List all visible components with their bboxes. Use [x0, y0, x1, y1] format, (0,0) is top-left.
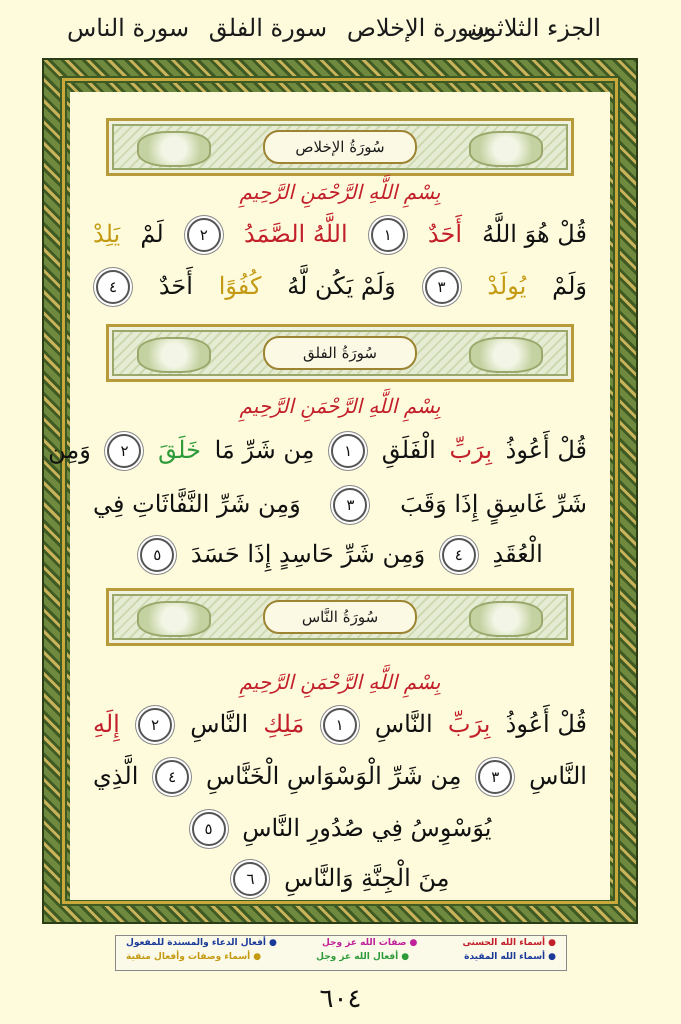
ayah-word: مِنَ الْجِنَّةِ وَالنَّاسِ [284, 863, 450, 892]
ayah-number-marker: ٢ [107, 434, 141, 468]
ayah-word: أَحَدٌ [427, 219, 463, 248]
ayah-word: بِرَبِّ [449, 435, 492, 464]
ayah-word: يُولَدْ [487, 271, 527, 300]
ayah-word: وَمِن شَرِّ النَّفَّاثَاتِ فِي [93, 489, 301, 518]
ayah-line [90, 862, 590, 896]
legend-item-divine-names [462, 938, 556, 948]
surah-banner-falaq [106, 324, 574, 382]
surah-title-falaq: سُورَةُ الفلق [263, 336, 417, 370]
banner-ornament-icon [137, 131, 211, 167]
legend-label: أسماء الله المقيدة [464, 952, 546, 962]
page-header [0, 0, 681, 58]
ayah-number-marker: ١ [323, 708, 357, 742]
ayah-number-marker: ٤ [96, 270, 130, 304]
legend-row [116, 950, 566, 964]
ayah-line [48, 434, 590, 468]
header-surah-ikhlas: سورة الإخلاص [346, 14, 490, 42]
ayah-number-marker: ٤ [442, 538, 476, 572]
basmala: بِسْمِ اللَّهِ الرَّحْمَنِ الرَّحِيمِ [239, 394, 441, 418]
ayah-word: شَرِّ غَاسِقٍ إِذَا وَقَبَ [400, 489, 587, 518]
legend-item-negated [126, 952, 261, 962]
legend-label: أسماء الله الحسنى [462, 938, 546, 948]
ayah-number-marker: ٥ [192, 812, 226, 846]
ayah-word: الْعُقَدِ [492, 539, 543, 568]
legend-item-restricted-names [464, 952, 556, 962]
ayah-line [90, 708, 590, 742]
legend-label: أفعال الدعاء والمسندة للمفعول [126, 938, 266, 948]
bullet-icon: ● [409, 938, 418, 948]
ayah-word: إِلَهِ [93, 709, 120, 738]
ayah-word: مَلِكِ [263, 709, 305, 738]
legend-item-passive-actions [126, 938, 277, 948]
ayah-word: بِرَبِّ [447, 709, 491, 738]
basmala: بِسْمِ اللَّهِ الرَّحْمَنِ الرَّحِيمِ [239, 670, 441, 694]
legend-label: صفات الله عز وجل [321, 938, 407, 948]
ayah-word: يُوَسْوِسُ فِي صُدُورِ النَّاسِ [242, 813, 492, 842]
legend-label: أفعال الله عز وجل [316, 952, 399, 962]
banner-ornament-icon [137, 337, 211, 373]
ayah-word: اللَّهُ الصَّمَدُ [243, 219, 348, 248]
surah-banner-ikhlas [106, 118, 574, 176]
ayah-line [90, 218, 590, 252]
ayah-number-marker: ١ [331, 434, 365, 468]
ayah-number-marker: ٥ [140, 538, 174, 572]
ayah-number-marker: ٢ [187, 218, 221, 252]
color-legend [115, 935, 567, 971]
ayah-number-marker: ٢ [138, 708, 172, 742]
ayah-line [90, 760, 590, 794]
ayah-number-marker: ٦ [233, 862, 267, 896]
ayah-number-marker: ١ [371, 218, 405, 252]
ayah-number-marker: ٣ [425, 270, 459, 304]
banner-ornament-icon [469, 601, 543, 637]
legend-label: أسماء وصفات وأفعال منفية [126, 952, 251, 962]
ayah-word: وَمِن [48, 435, 91, 464]
mushaf-page [48, 92, 610, 900]
ayah-word: قُلْ أَعُوذُ [505, 435, 587, 464]
legend-item-divine-attributes [322, 938, 417, 948]
ayah-word: خَلَقَ [158, 435, 201, 464]
ayah-word: يَلِدْ [93, 219, 121, 248]
ayah-word: قُلْ أَعُوذُ [505, 709, 587, 738]
ayah-line [90, 270, 590, 304]
ayah-word: النَّاسِ [374, 709, 433, 738]
ayah-word: النَّاسِ [190, 709, 249, 738]
banner-ornament-icon [137, 601, 211, 637]
surah-title-ikhlas: سُورَةُ الإخلاص [263, 130, 417, 164]
banner-ornament-icon [469, 337, 543, 373]
ayah-word: قُلْ هُوَ اللَّهُ [482, 219, 587, 248]
bullet-icon: ● [548, 938, 556, 948]
basmala: بِسْمِ اللَّهِ الرَّحْمَنِ الرَّحِيمِ [239, 180, 441, 204]
ayah-number-marker: ٤ [155, 760, 189, 794]
ayah-word: كُفُوًا [218, 271, 262, 300]
ayah-word: وَلَمْ [552, 271, 588, 300]
bullet-icon: ● [269, 938, 277, 948]
ayah-line [90, 812, 590, 846]
ayah-word: مِن شَرِّ الْوَسْوَاسِ الْخَنَّاسِ [205, 761, 462, 790]
juz-title: الجزء الثلاثون [467, 14, 601, 42]
surah-banner-nas [106, 588, 574, 646]
ayah-word: مِن شَرِّ مَا [214, 435, 315, 464]
ayah-word: النَّاسِ [529, 761, 587, 790]
legend-item-divine-actions [316, 952, 409, 962]
header-surah-nas: سورة الناس [67, 14, 190, 42]
banner-ornament-icon [469, 131, 543, 167]
ayah-word: أَحَدٌ [158, 271, 193, 300]
surah-title-nas: سُورَةُ النَّاس [263, 600, 417, 634]
page-number: ٦٠٤ [319, 984, 362, 1014]
ayah-word: الْفَلَقِ [381, 435, 436, 464]
ayah-word: الَّذِي [93, 761, 139, 790]
ayah-word: وَمِن شَرِّ حَاسِدٍ إِذَا حَسَدَ [190, 539, 426, 568]
ayah-line [90, 488, 590, 522]
legend-row [116, 936, 566, 950]
ayah-line [90, 538, 590, 572]
header-surah-list [55, 14, 490, 42]
header-surah-falaq: سورة الفلق [208, 14, 328, 42]
bullet-icon: ● [548, 952, 556, 962]
ayah-word: لَمْ [140, 219, 164, 248]
ayah-word: وَلَمْ يَكُن لَّهُ [287, 271, 396, 300]
bullet-icon: ● [253, 952, 262, 962]
bullet-icon: ● [401, 952, 410, 962]
ayah-number-marker: ٣ [478, 760, 512, 794]
ayah-number-marker: ٣ [333, 488, 367, 522]
